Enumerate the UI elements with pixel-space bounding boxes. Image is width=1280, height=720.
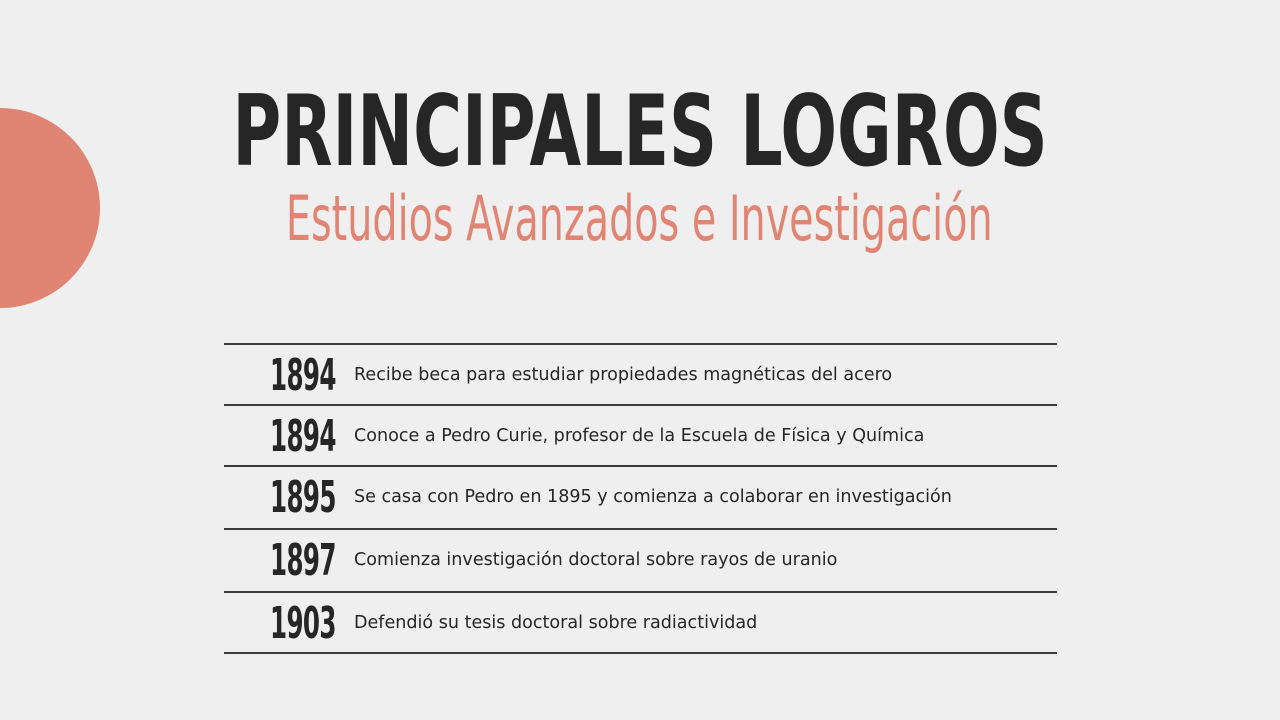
timeline-year: 1895: [270, 472, 336, 523]
timeline-row: [224, 465, 1057, 528]
timeline-description: Conoce a Pedro Curie, profesor de la Escuela de Física y Química: [354, 425, 925, 446]
timeline-year: 1897: [270, 535, 336, 586]
page-subtitle: Estudios Avanzados e Investigación: [285, 182, 993, 255]
timeline-row: [224, 528, 1057, 591]
timeline-year: 1894: [270, 411, 336, 462]
timeline-row: [224, 343, 1057, 404]
timeline-description: Recibe beca para estudiar propiedades magnéticas del acero: [354, 364, 893, 385]
timeline: [224, 343, 1057, 654]
timeline-description: Comienza investigación doctoral sobre rayos de uranio: [354, 549, 838, 570]
page-title: PRINCIPALES LOGROS: [232, 75, 1048, 189]
timeline-description: Se casa con Pedro en 1895 y comienza a colaborar en investigación: [354, 486, 952, 507]
timeline-description: Defendió su tesis doctoral sobre radiactividad: [354, 612, 758, 633]
timeline-year: 1894: [270, 350, 336, 401]
decorative-circle: [0, 108, 100, 308]
timeline-year: 1903: [270, 598, 336, 649]
timeline-row: [224, 404, 1057, 465]
timeline-row: [224, 591, 1057, 654]
